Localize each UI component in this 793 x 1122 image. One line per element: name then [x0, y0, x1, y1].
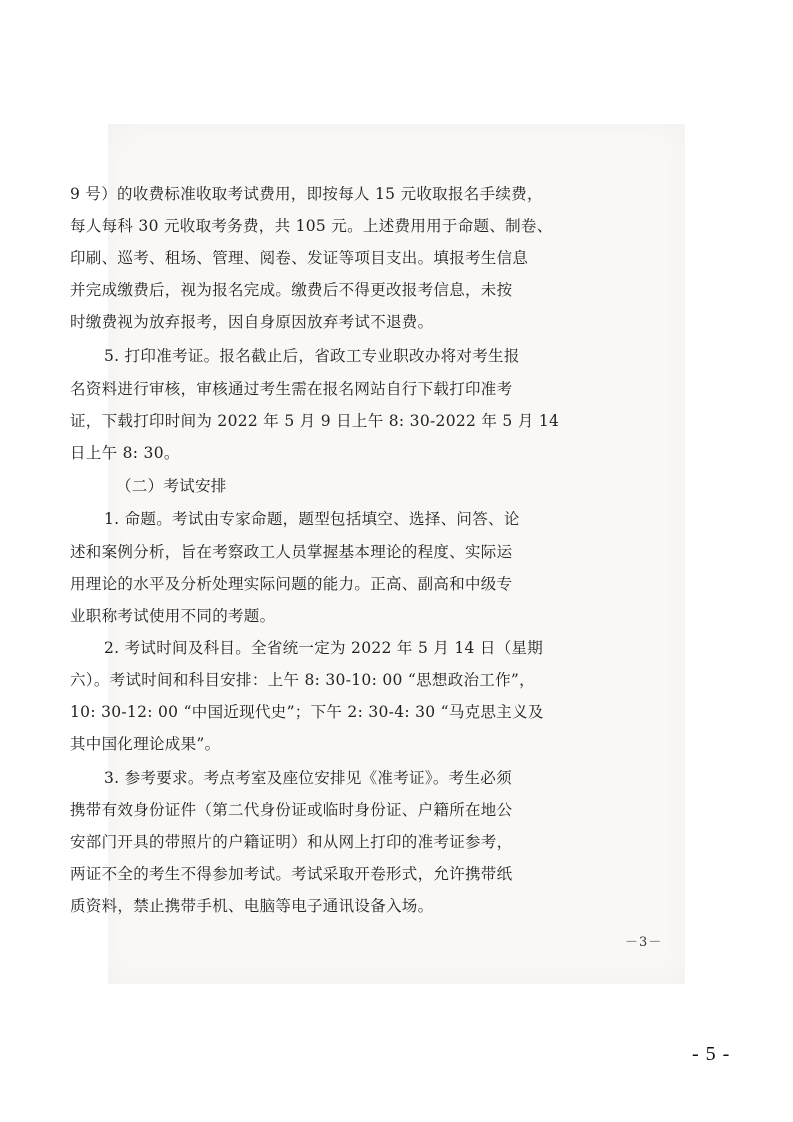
text-line: 印刷、巡考、租场、管理、阅卷、发证等项目支出。填报考生信息	[70, 249, 529, 267]
text-line: 时缴费视为放弃报考，因自身原因放弃考试不退费。	[70, 313, 434, 331]
section-heading: （二）考试安排	[116, 477, 227, 495]
paragraph-heading: 2. 考试时间及科目。全省统一定为 2022 年 5 月 14 日（星期	[104, 639, 544, 657]
text-line: 证，下载打印时间为 2022 年 5 月 9 日上午 8: 30-2022 年 5 月 14	[70, 412, 560, 430]
text-line: 质资料，禁止携带手机、电脑等电子通讯设备入场。	[70, 897, 434, 915]
text-line: 携带有效身份证件（第二代身份证或临时身份证、户籍所在地公	[70, 801, 513, 819]
paragraph-heading: 5. 打印准考证。报名截止后，省政工专业职改办将对考生报	[104, 347, 520, 365]
page-number: - 5 -	[692, 1043, 731, 1065]
text-line: 日上午 8: 30。	[70, 444, 180, 462]
text-line: 其中国化理论成果”。	[70, 735, 221, 753]
text-line: 两证不全的考生不得参加考试。考试采取开卷形式，允许携带纸	[70, 865, 513, 883]
text-line: 每人每科 30 元收取考务费，共 105 元。上述费用用于命题、制卷、	[70, 217, 553, 235]
paragraph-heading: 1. 命题。考试由专家命题，题型包括填空、选择、问答、论	[104, 510, 520, 528]
text-line: 10: 30-12: 00 “中国近现代史”；下午 2: 30-4: 30 “马克思主义及	[70, 703, 544, 721]
text-line: 并完成缴费后，视为报名完成。缴费后不得更改报考信息，未按	[70, 281, 513, 299]
inner-page-number: －3－	[625, 935, 663, 950]
text-line: 安部门开具的带照片的户籍证明）和从网上打印的准考证参考，	[70, 833, 513, 851]
text-line: 9 号）的收费标准收取考试费用，即按每人 15 元收取报名手续费，	[70, 185, 543, 203]
text-line: 用理论的水平及分析处理实际问题的能力。正高、副高和中级专	[70, 575, 513, 593]
text-line: 名资料进行审核，审核通过考生需在报名网站自行下载打印准考	[70, 380, 513, 398]
text-line: 六）。考试时间和科目安排：上午 8: 30-10: 00 “思想政治工作”，	[70, 671, 535, 689]
text-line: 述和案例分析，旨在考察政工人员掌握基本理论的程度、实际运	[70, 543, 513, 561]
text-line: 业职称考试使用不同的考题。	[70, 607, 276, 625]
paragraph-heading: 3. 参考要求。考点考室及座位安排见《准考证》。考生必须	[104, 769, 512, 787]
